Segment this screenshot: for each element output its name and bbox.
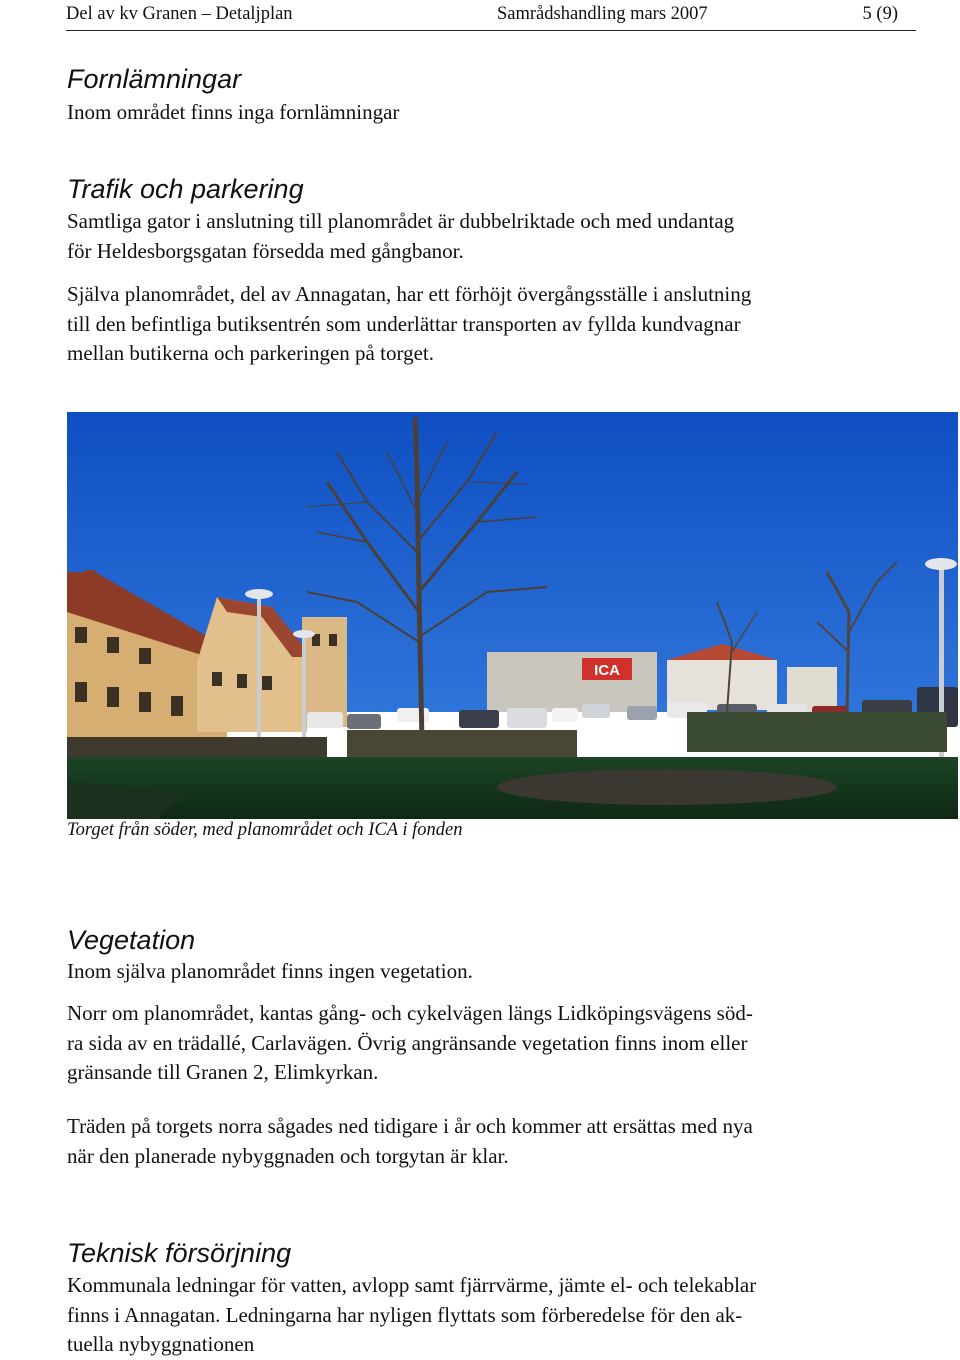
header-page-number: 5 (9) — [862, 4, 898, 24]
text-line: för Heldesborgsgatan försedda med gångbanor. — [67, 238, 464, 263]
text-line: när den planerade nybyggnaden och torgytan är klar. — [67, 1143, 509, 1168]
vegetation-paragraph-1: Inom själva planområdet finns ingen vegetation. — [67, 959, 473, 983]
trafik-paragraph-2 — [67, 280, 897, 369]
photo-torget — [67, 412, 958, 819]
photo-caption: Torget från söder, med planområdet och ICA i fonden — [67, 820, 463, 840]
text-line: Norr om planområdet, kantas gång- och cykelvägen längs Lidköpingsvägens söd- — [67, 1001, 753, 1025]
header-document-title: Del av kv Granen – Detaljplan — [66, 4, 293, 24]
text-line: ra sida av en trädallé, Carlavägen. Övrig angränsande vegetation finns inom eller — [67, 1030, 748, 1055]
ica-sign-text: ICA — [594, 662, 620, 679]
text-line: mellan butikerna och parkeringen på torget. — [67, 341, 434, 365]
page-header — [66, 2, 916, 31]
building-center — [197, 597, 347, 732]
flower-bed — [497, 769, 837, 805]
text-line: Själva planområdet, del av Annagatan, har ett förhöjt övergångsställe i anslutning — [67, 282, 752, 306]
text-line: gränsande till Granen 2, Elimkyrkan. — [67, 1060, 379, 1084]
heading-vegetation: Vegetation — [67, 925, 196, 955]
store-ica — [487, 644, 777, 712]
vegetation-paragraph-2 — [67, 999, 897, 1088]
text-line: Kommunala ledningar för vatten, avlopp samt fjärrvärme, jämte el- och telekablar — [67, 1273, 757, 1297]
text-line: finns i Annagatan. Ledningarna har nyligen flyttats som förberedelse för den ak- — [67, 1302, 743, 1327]
heading-fornlamningar: Fornlämningar — [67, 64, 242, 94]
text-line: tuella nybyggnationen — [67, 1332, 255, 1356]
vegetation-paragraph-3 — [67, 1112, 897, 1171]
heading-teknisk: Teknisk försörjning — [67, 1238, 292, 1268]
text-line: till den befintliga butiksentrén som underlättar transporten av fyllda kundvagnar — [67, 311, 741, 336]
header-document-status: Samrådshandling mars 2007 — [497, 4, 708, 24]
text-line: Samtliga gator i anslutning till planområdet är dubbelriktade och med undantag — [67, 209, 735, 233]
text-line: Träden på torgets norra sågades ned tidigare i år och kommer att ersättas med nya — [67, 1114, 753, 1138]
trafik-paragraph-1 — [67, 207, 897, 266]
teknisk-paragraph-1 — [67, 1271, 897, 1360]
heading-trafik: Trafik och parkering — [67, 174, 304, 204]
photo-illustration — [67, 412, 958, 819]
fornlamningar-text: Inom området finns inga fornlämningar — [67, 100, 400, 124]
